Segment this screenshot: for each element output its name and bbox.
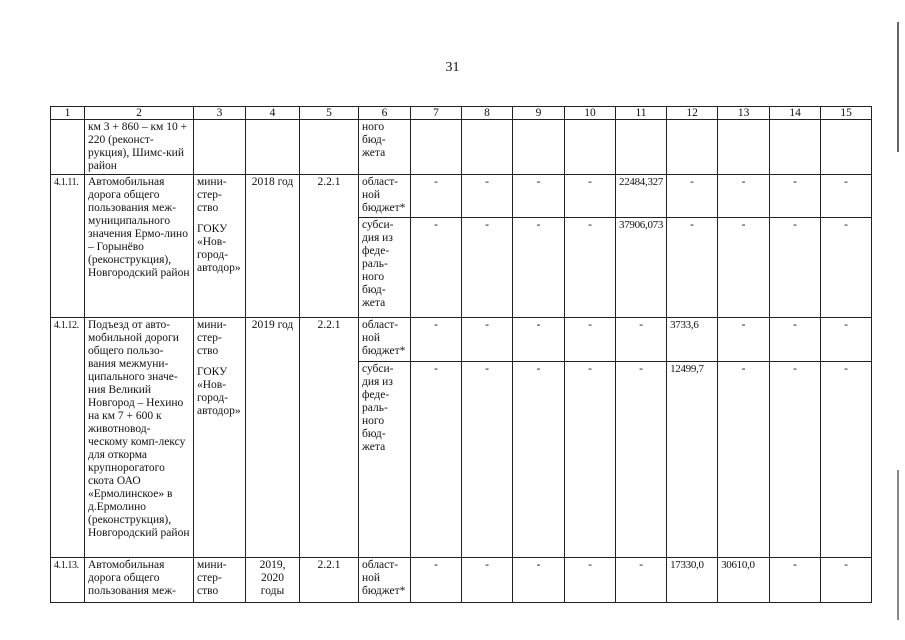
value-cell: - [411,175,462,218]
column-header: 6 [359,107,411,120]
value-cell: - [770,175,821,218]
value-cell: - [462,362,513,558]
funding-source: субси-дия из феде-раль-ного бюд-жета [359,362,411,558]
executor-cell [194,318,246,558]
value-cell: - [513,318,565,362]
cell [616,120,667,175]
value-cell: - [411,362,462,558]
object-name: Автомобильная дорога общего пользования меж-муниципального значения Ермо-лино – Горынёво (реконструкция), Новгородский район [85,175,194,318]
cell [51,120,85,175]
cell [718,120,770,175]
executor-agency: ГОКУ «Нов-город-автодор» [197,223,241,274]
cell [300,120,359,175]
value-cell: - [513,218,565,318]
column-header: 5 [300,107,359,120]
executor-ministry: мини-стер-ство [197,176,227,214]
column-header: 14 [770,107,821,120]
executor-ministry: мини-стер-ство [197,319,227,357]
value-cell: 37906,073 [616,218,667,318]
value-cell: - [821,362,872,558]
executor-agency: ГОКУ «Нов-город-автодор» [197,366,241,417]
value-cell: - [411,558,462,603]
column-header: 13 [718,107,770,120]
row-code: 4.1.13. [51,558,85,603]
value-cell: - [667,218,718,318]
cell [194,120,246,175]
value-cell: - [462,558,513,603]
cell [462,120,513,175]
value-cell: - [616,318,667,362]
target-indicator: 2.2.1 [300,558,359,603]
target-indicator: 2.2.1 [300,318,359,558]
funding-source: област-ной бюджет* [359,558,411,603]
table-row [51,120,872,175]
cell [770,120,821,175]
implementation-year: 2018 год [246,175,300,318]
funding-source: субси-дия из феде-раль-ного бюд-жета [359,218,411,318]
value-cell: - [565,175,616,218]
implementation-year: 2019 год [246,318,300,558]
budget-table [50,106,872,603]
value-cell: - [565,558,616,603]
implementation-year: 2019, 2020 годы [246,558,300,603]
column-header: 12 [667,107,718,120]
value-cell: 12499,7 [667,362,718,558]
value-cell: - [718,362,770,558]
value-cell: 3733,6 [667,318,718,362]
value-cell: - [718,175,770,218]
value-cell: - [770,218,821,318]
page-number: 31 [445,60,460,75]
value-cell: - [565,318,616,362]
value-cell: - [462,218,513,318]
value-cell: - [770,558,821,603]
value-cell: - [616,558,667,603]
row-code: 4.1.12. [51,318,85,558]
value-cell: - [821,218,872,318]
scan-edge-mark [897,22,899,152]
column-header: 2 [85,107,194,120]
cell [411,120,462,175]
table-row [51,318,872,362]
target-indicator: 2.2.1 [300,175,359,318]
row-code: 4.1.11. [51,175,85,318]
funding-source: област-ной бюджет* [359,175,411,218]
value-cell: - [821,558,872,603]
column-header: 1 [51,107,85,120]
value-cell: - [513,558,565,603]
column-header: 10 [565,107,616,120]
object-name: Автомобильная дорога общего пользования меж- [85,558,194,603]
value-cell: - [462,175,513,218]
column-header: 11 [616,107,667,120]
column-header: 4 [246,107,300,120]
value-cell: - [821,175,872,218]
value-cell: - [411,318,462,362]
value-cell: - [565,218,616,318]
table-row [51,558,872,603]
cell [565,120,616,175]
column-header: 8 [462,107,513,120]
value-cell: - [513,175,565,218]
cell [821,120,872,175]
value-cell: - [718,318,770,362]
executor-cell [194,175,246,318]
value-cell: 30610,0 [718,558,770,603]
executor-ministry: мини-стер-ство [194,558,246,603]
scan-edge-mark [897,470,899,620]
funding-source: ного бюд-жета [359,120,411,175]
value-cell: - [667,175,718,218]
table-row [51,175,872,218]
value-cell: - [718,218,770,318]
column-number-header [51,107,872,120]
value-cell: - [513,362,565,558]
cell [246,120,300,175]
value-cell: - [821,318,872,362]
value-cell: - [770,318,821,362]
cell [667,120,718,175]
value-cell: - [462,318,513,362]
column-header: 9 [513,107,565,120]
value-cell: 22484,327 [616,175,667,218]
value-cell: - [770,362,821,558]
column-header: 3 [194,107,246,120]
object-name: Подъезд от авто-мобильной дороги общего пользо-вания межмуни-ципального значе-ния Великий Новгород – Нехино на км 7 + 600 к животновод-ческому комп-лексу для откорма крупнорогатого скота ОАО «Ермолинское» в д.Ермолино (реконструкция), Новгородский район [85,318,194,558]
column-header: 15 [821,107,872,120]
value-cell: - [411,218,462,318]
value-cell: 17330,0 [667,558,718,603]
funding-source: област-ной бюджет* [359,318,411,362]
cell [513,120,565,175]
column-header: 7 [411,107,462,120]
value-cell: - [616,362,667,558]
object-name: км 3 + 860 – км 10 + 220 (реконст-рукция), Шимс-кий район [85,120,194,175]
value-cell: - [565,362,616,558]
